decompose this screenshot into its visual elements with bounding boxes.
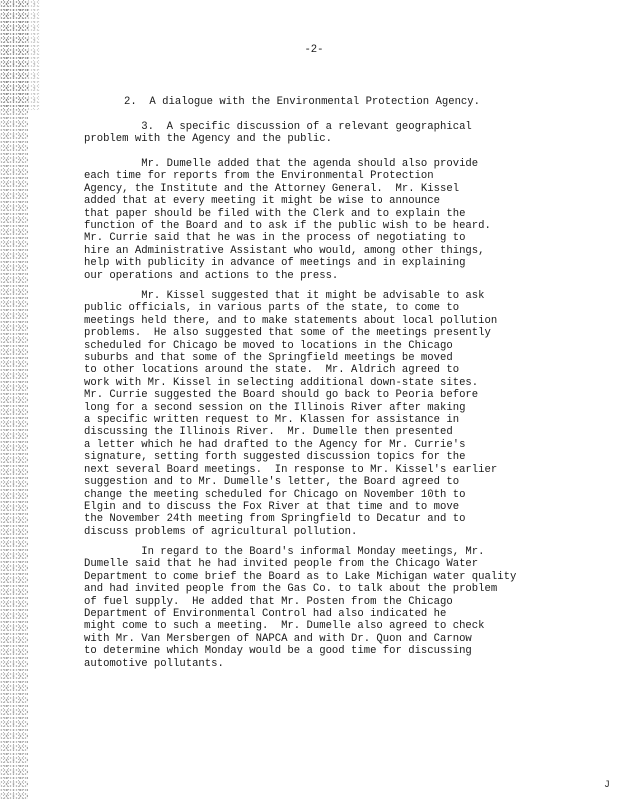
text-line: a specific written request to Mr. Klassen for assistance in: [84, 414, 460, 427]
text-line: discuss problems of agricultural pollution.: [84, 525, 358, 538]
text-line: Department of Environmental Control had also indicated he: [84, 608, 447, 621]
paragraph-item-3: [84, 121, 584, 146]
text-line: problem with the Agency and the public.: [84, 133, 332, 146]
text-line: suburbs and that some of the Springfield meetings be moved: [84, 352, 453, 365]
text-line: 3. A specific discussion of a relevant geographical: [84, 121, 472, 133]
text-line: hire an Administrative Assistant who would, among other things,: [84, 244, 485, 257]
text-line: our operations and actions to the press.: [84, 269, 339, 282]
paragraph-monday-meetings: [84, 546, 584, 670]
text-line: long for a second session on the Illinois River after making: [84, 401, 466, 414]
text-line: problems. He also suggested that some of the meetings presently: [84, 327, 491, 340]
text-line: scheduled for Chicago be moved to locations in the Chicago: [84, 339, 453, 352]
text-line: discussing the Illinois River. Mr. Dumelle then presented: [84, 426, 453, 439]
text-line: automotive pollutants.: [84, 657, 224, 670]
scan-edge-noise: [0, 0, 28, 800]
text-line: 2. A dialogue with the Environmental Protection Agency.: [124, 96, 481, 108]
text-line: each time for reports from the Environmental Protection: [84, 170, 434, 183]
paragraph-item-2: [124, 96, 618, 108]
page-number: -2-: [304, 44, 324, 56]
text-line: signature, setting forth suggested discussion topics for the: [84, 451, 466, 464]
text-line: suggestion and to Mr. Dumelle's letter, the Board agreed to: [84, 476, 460, 489]
text-line: with Mr. Van Mersbergen of NAPCA and with Dr. Quon and Carnow: [84, 632, 472, 645]
text-line: to other locations around the state. Mr. Aldrich agreed to: [84, 364, 460, 377]
corner-mark: J: [604, 780, 611, 791]
text-line: to determine which Monday would be a good time for discussing: [84, 645, 472, 658]
text-line: Mr. Currie suggested the Board should go back to Peoria before: [84, 389, 479, 402]
text-line: In regard to the Board's informal Monday meetings, Mr.: [84, 546, 485, 558]
text-line: Department to come brief the Board as to Lake Michigan water quality: [84, 570, 517, 583]
text-line: change the meeting scheduled for Chicago on November 10th to: [84, 488, 466, 501]
text-line: Elgin and to discuss the Fox River at that time and to move: [84, 500, 460, 513]
text-line: and had invited people from the Gas Co. to talk about the problem: [84, 583, 498, 596]
text-line: Mr. Kissel suggested that it might be advisable to ask: [84, 290, 485, 302]
text-line: the November 24th meeting from Springfield to Decatur and to: [84, 513, 466, 526]
text-line: meetings held there, and to make statements about local pollution: [84, 314, 498, 327]
text-line: next several Board meetings. In response to Mr. Kissel's earlier: [84, 463, 498, 476]
text-line: work with Mr. Kissel in selecting additional down-state sites.: [84, 376, 479, 389]
text-line: help with publicity in advance of meetings and in explaining: [84, 257, 466, 270]
text-line: that paper should be filed with the Clerk and to explain the: [84, 207, 466, 220]
text-line: public officials, in various parts of the state, to come to: [84, 302, 460, 315]
paragraph-agenda-reports: [84, 158, 584, 282]
text-line: Mr. Currie said that he was in the process of negotiating to: [84, 232, 466, 245]
text-line: Dumelle said that he had invited people from the Chicago Water: [84, 558, 479, 571]
text-line: Mr. Dumelle added that the agenda should also provide: [84, 158, 479, 170]
text-line: function of the Board and to ask if the public wish to be heard.: [84, 220, 491, 233]
text-line: might come to such a meeting. Mr. Dumelle also agreed to check: [84, 620, 485, 633]
text-line: added that at every meeting it might be wise to announce: [84, 195, 441, 208]
text-line: Agency, the Institute and the Attorney General. Mr. Kissel: [84, 182, 460, 195]
text-line: a letter which he had drafted to the Agency for Mr. Currie's: [84, 438, 466, 451]
paragraph-public-officials: [84, 290, 584, 538]
text-line: of fuel supply. He added that Mr. Posten from the Chicago: [84, 595, 453, 608]
